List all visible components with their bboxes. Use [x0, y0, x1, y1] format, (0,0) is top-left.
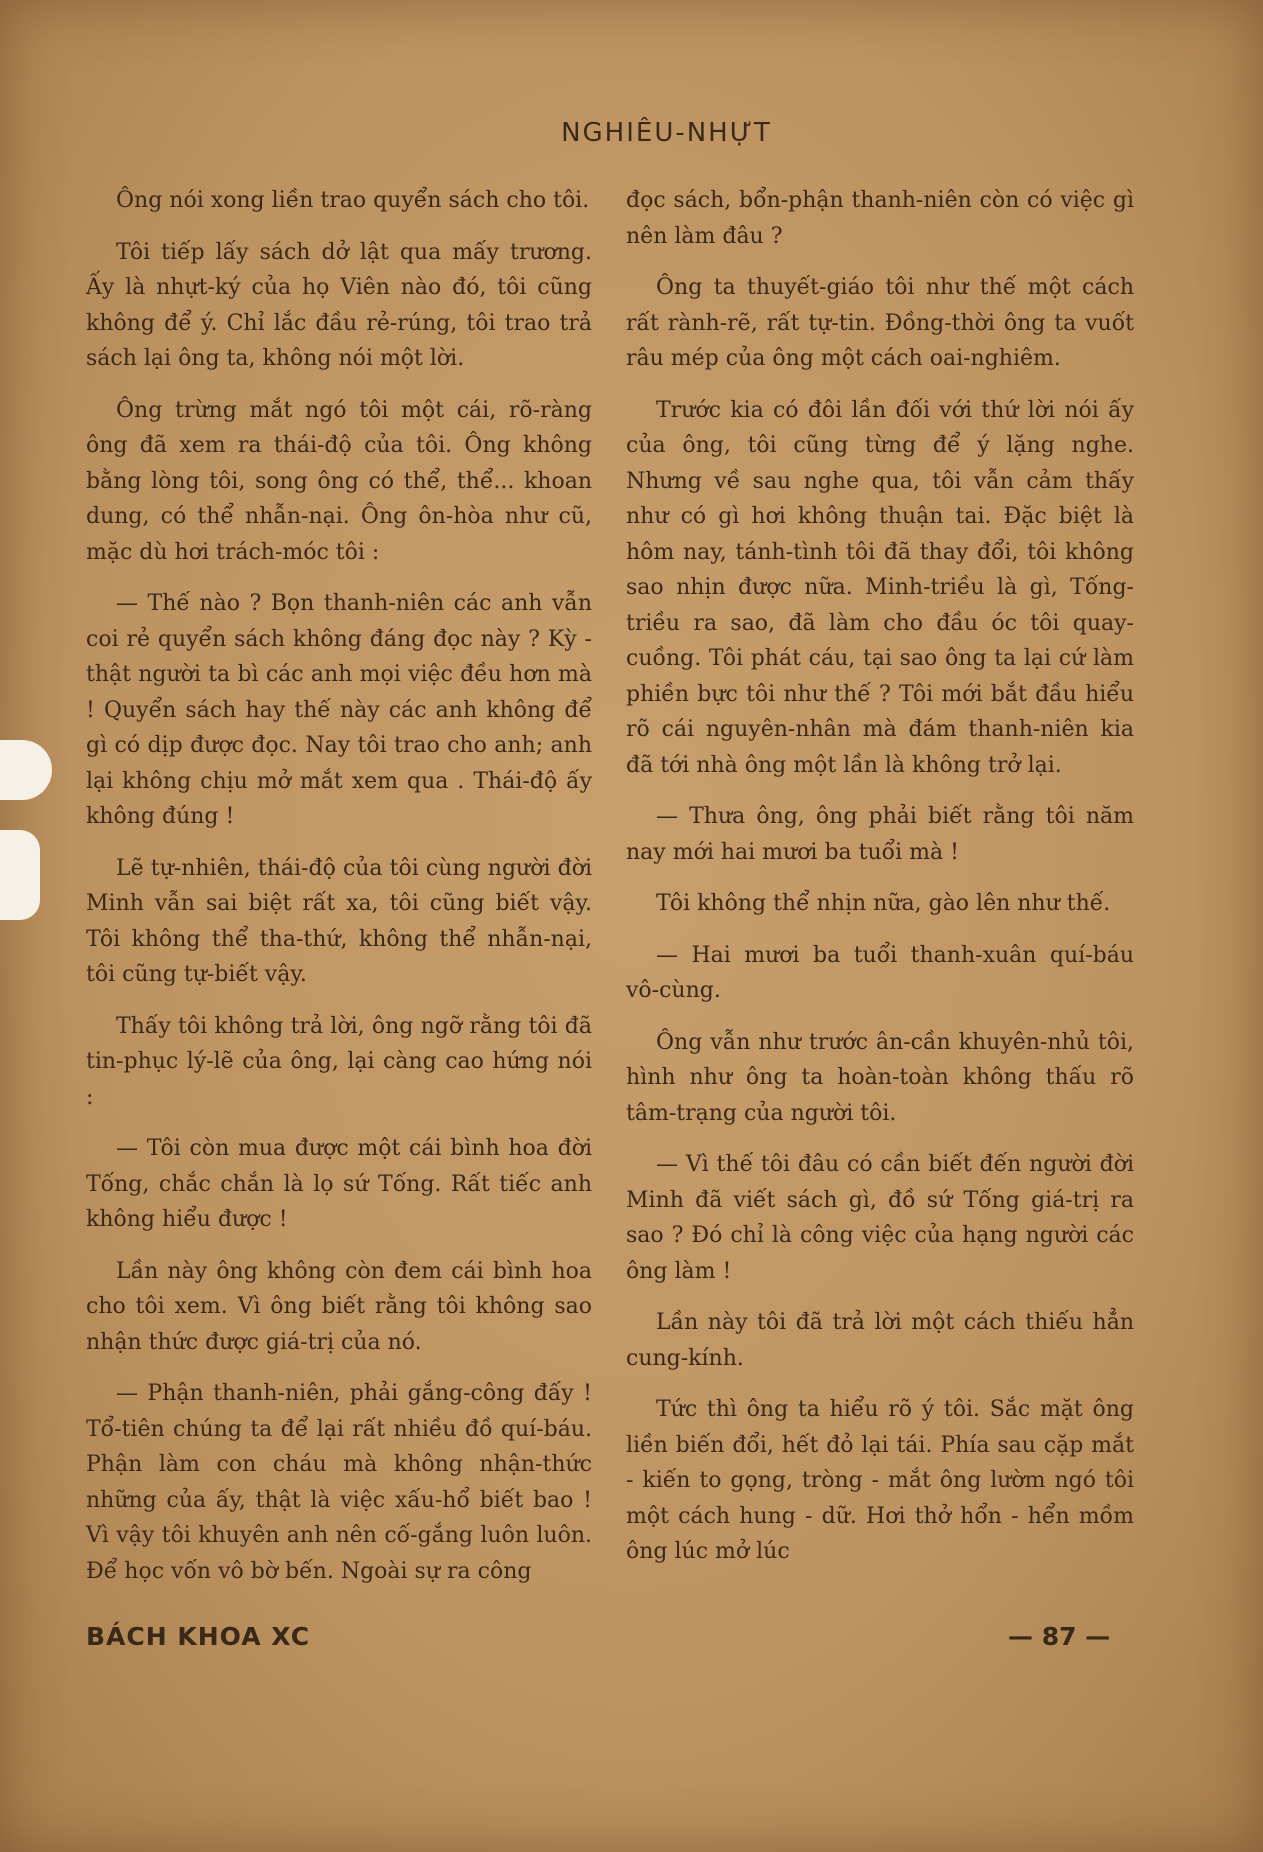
paragraph: Tôi không thể nhịn nữa, gào lên như thế. — [656, 891, 1111, 916]
paragraph: Lẽ tự-nhiên, thái-độ của tôi cùng người đời Minh vẫn sai biệt rất xa, tôi cũng biết vậy. Tôi không thể tha-thứ, không thể nhẫn-nại, tôi cũng tự-biết vậy. — [86, 855, 592, 987]
left-column — [86, 183, 592, 1605]
paragraph: — Tôi còn mua được một cái bình hoa đời Tống, chắc chắn là lọ sứ Tống. Rất tiếc anh không hiểu được ! — [86, 1136, 592, 1232]
paragraph: Thấy tôi không trả lời, ông ngỡ rằng tôi đã tin-phục lý-lẽ của ông, lại càng cao hứng nói : — [86, 1013, 592, 1110]
paragraph: Tôi tiếp lấy sách dở lật qua mấy trương. Ấy là nhựt-ký của họ Viên nào đó, tôi cũng không để ý. Chỉ lắc đầu rẻ-rúng, tôi trao trả sách lại ông ta, không nói một lời. — [86, 239, 592, 371]
page-number: — 87 — — [1008, 1622, 1111, 1651]
paragraph: Lần này tôi đã trả lời một cách thiếu hẳn cung-kính. — [626, 1310, 1134, 1371]
paragraph: Ông ta thuyết-giáo tôi như thế một cách rất rành-rẽ, rất tự-tin. Đồng-thời ông ta vuốt râu mép của ông một cách oai-nghiêm. — [626, 275, 1134, 371]
paragraph: — Phận thanh-niên, phải gắng-công đấy ! Tổ-tiên chúng ta để lại rất nhiều đồ quí-báu. Phận làm con cháu mà không nhận-thức những của ấy, thật là việc xấu-hổ biết bao ! Vì vậy tôi khuyên anh nên cố-gắng luôn luôn. Để học vốn vô bờ bến. Ngoài sự ra công — [86, 1381, 592, 1584]
torn-edge — [0, 740, 52, 800]
right-column — [626, 183, 1134, 1586]
paragraph: đọc sách, bổn-phận thanh-niên còn có việc gì nên làm đâu ? — [626, 188, 1134, 249]
paragraph: — Thưa ông, ông phải biết rằng tôi năm nay mới hai mươi ba tuổi mà ! — [626, 804, 1134, 865]
paragraph: — Vì thế tôi đâu có cần biết đến người đời Minh đã viết sách gì, đồ sứ Tống giá-trị ra sao ? Đó chỉ là công việc của hạng người các ông làm ! — [626, 1152, 1134, 1284]
paragraph: Ông nói xong liền trao quyển sách cho tôi. — [116, 188, 590, 213]
paragraph: — Thế nào ? Bọn thanh-niên các anh vẫn coi rẻ quyển sách không đáng đọc này ? Kỳ - thật người ta bì các anh mọi việc đều hơn mà ! Quyển sách hay thế này các anh không để gì có dịp được đọc. Nay tôi trao cho anh; anh lại không chịu mở mắt xem qua . Thái-độ ấy không đúng ! — [86, 591, 592, 829]
running-head: NGHIÊU-NHỰT — [561, 118, 772, 148]
paragraph: — Hai mươi ba tuổi thanh-xuân quí-báu vô-cùng. — [626, 942, 1134, 1003]
journal-name: BÁCH KHOA XC — [86, 1622, 311, 1651]
torn-edge — [0, 830, 40, 920]
paragraph: Ông trừng mắt ngó tôi một cái, rõ-ràng ông đã xem ra thái-độ của tôi. Ông không bằng lòng tôi, song ông có thể, thể... khoan dung, có thể nhẫn-nại. Ông ôn-hòa như cũ, mặc dù hơi trách-móc tôi : — [86, 397, 592, 565]
paragraph: Trước kia có đôi lần đối với thứ lời nói ấy của ông, tôi cũng từng để ý lặng nghe. Nhưng về sau nghe qua, tôi vẫn cảm thấy như có gì hơi không thuận tai. Đặc biệt là hôm nay, tánh-tình tôi đã thay đổi, tôi không sao nhịn được nữa. Minh-triều là gì, Tống-triều ra sao, đã làm cho đầu óc tôi quay-cuồng. Tôi phát cáu, tại sao ông ta lại cứ làm phiền bực tôi như thế ? Tôi mới bắt đầu hiểu rõ cái nguyên-nhân mà đám thanh-niên kia đã tới nhà ông một lần là không trở lại. — [626, 397, 1134, 778]
paragraph: Ông vẫn như trước ân-cần khuyên-nhủ tôi, hình như ông ta hoàn-toàn không thấu rõ tâm-trạng của người tôi. — [626, 1029, 1134, 1126]
paragraph: Tức thì ông ta hiểu rõ ý tôi. Sắc mặt ông liền biến đổi, hết đỏ lại tái. Phía sau cặp mắt - kiến to gọng, tròng - mắt ông lườm ngó tôi một cách hung - dữ. Hơi thở hổn - hển mồm ông lúc mở lúc — [626, 1397, 1134, 1564]
paragraph: Lần này ông không còn đem cái bình hoa cho tôi xem. Vì ông biết rằng tôi không sao nhận thức được giá-trị của nó. — [86, 1258, 592, 1355]
